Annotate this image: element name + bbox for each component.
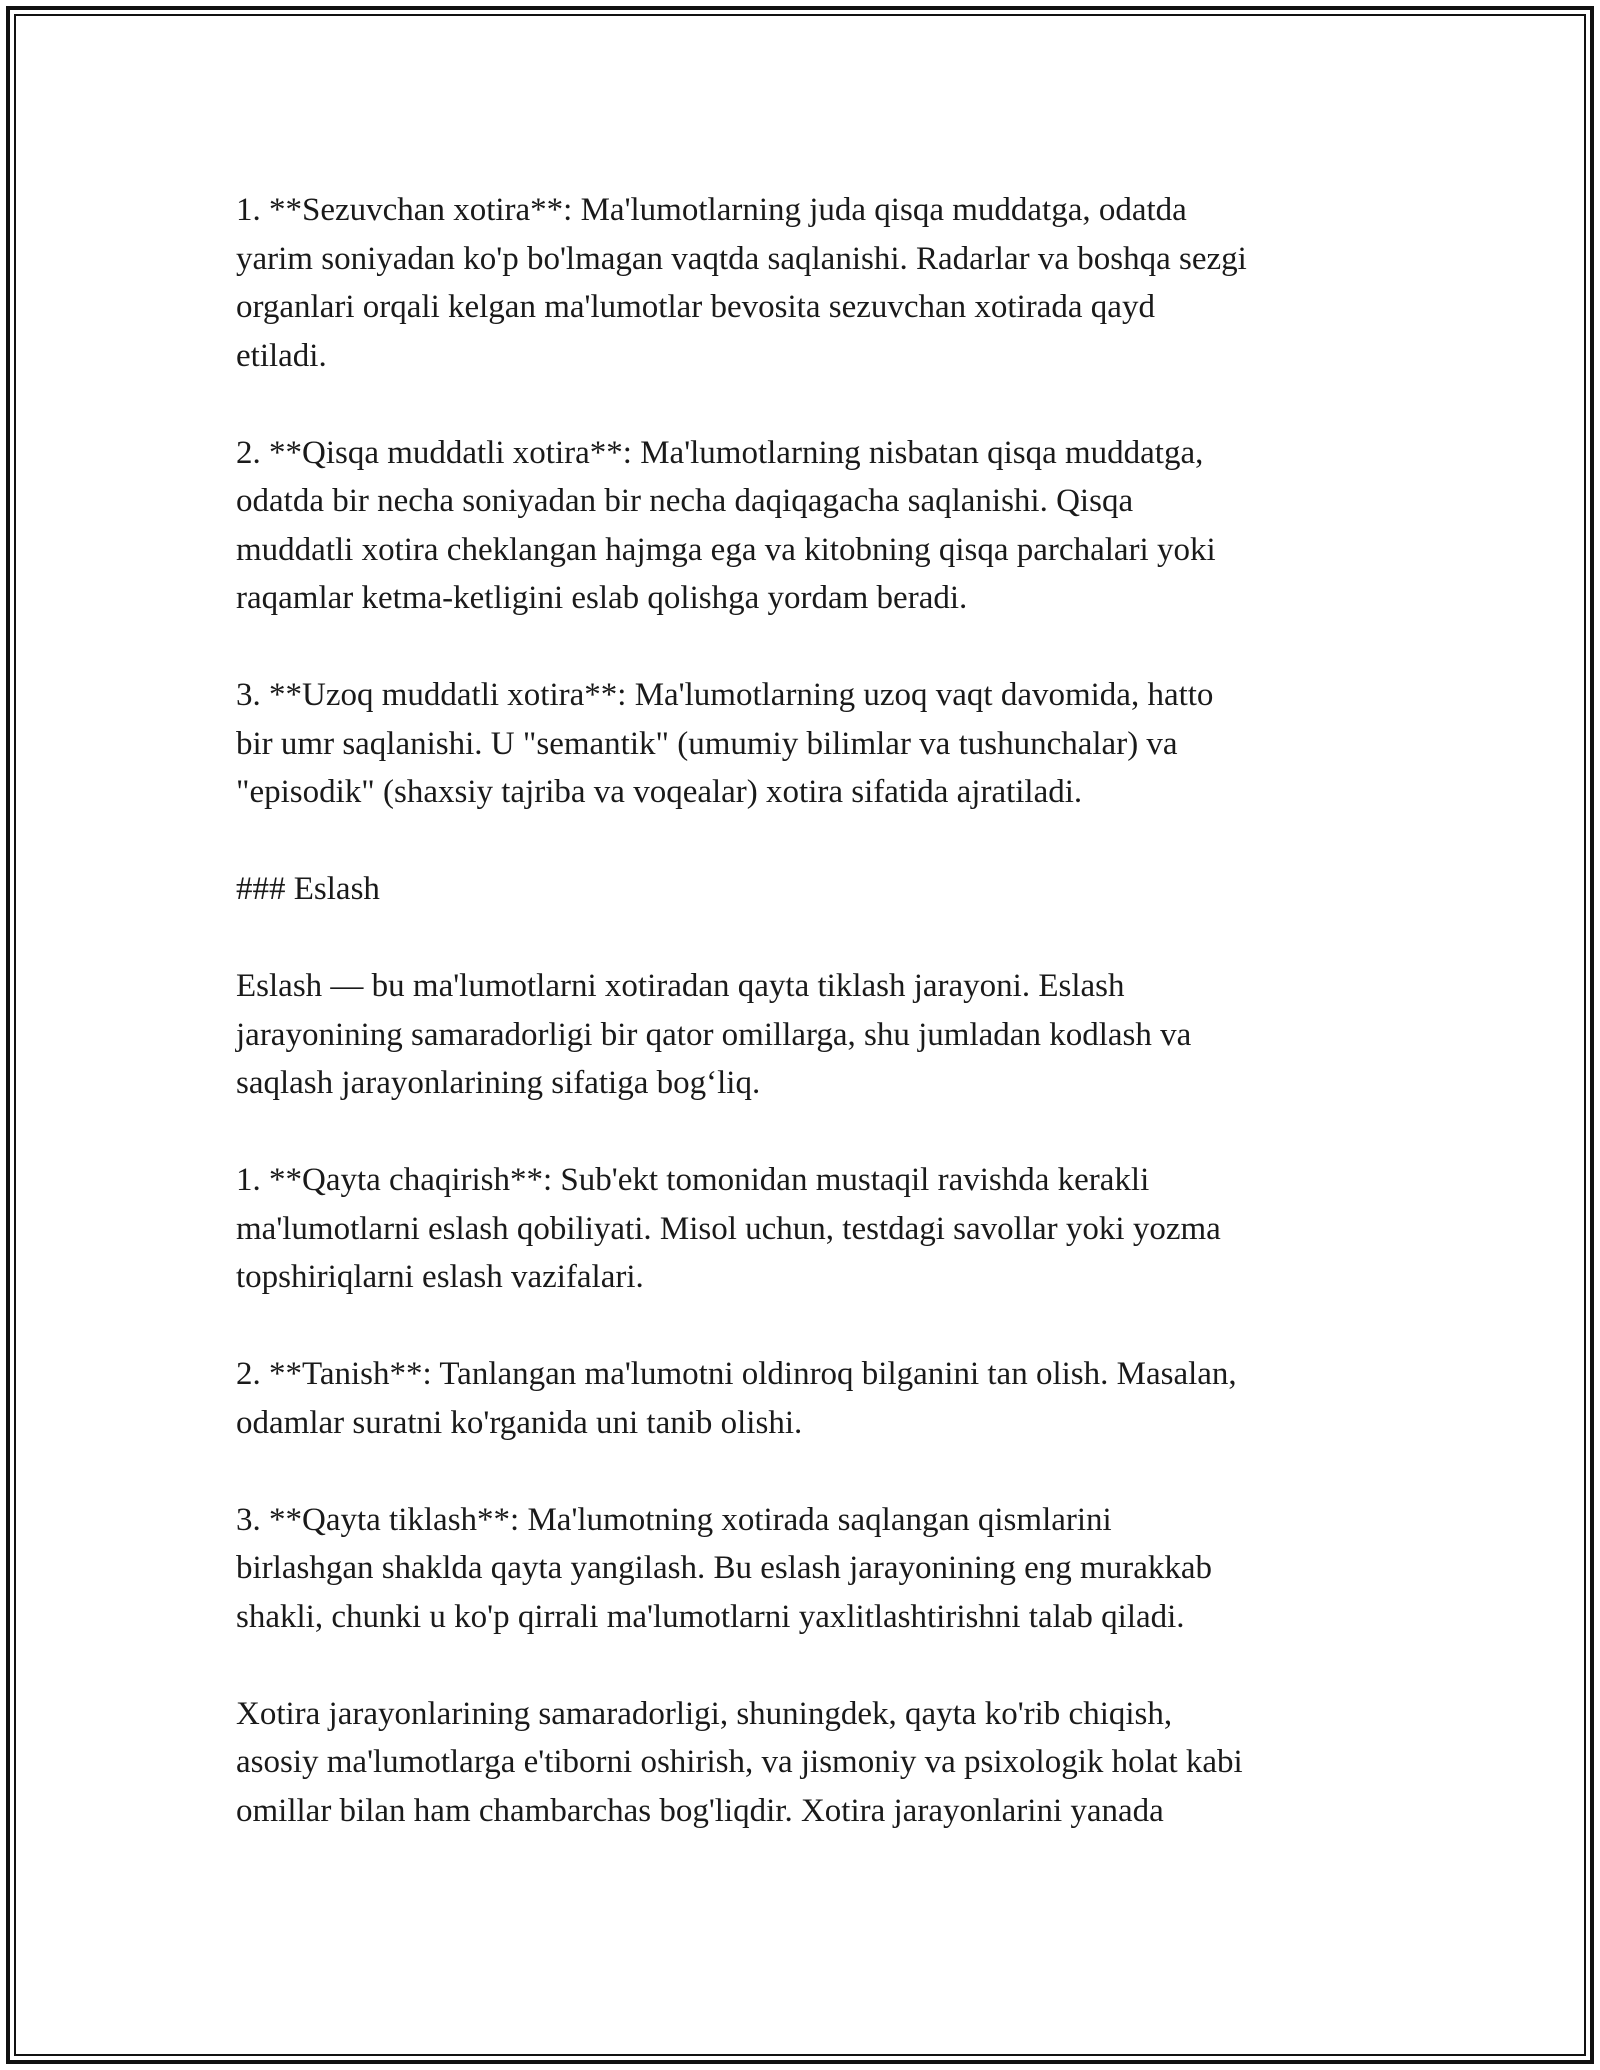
section-heading-eslash: ### Eslash xyxy=(236,871,380,907)
list-item-recall: 1. **Qayta chaqirish**: Sub'ekt tomonidan mustaqil ravishda kerakli ma'lumotlarni eslash qobiliyati. Misol uchun, testdagi savollar yoki yozma topshiriqlarni eslash vazifalari. xyxy=(236,1162,1221,1295)
list-item-sensory-memory: 1. **Sezuvchan xotira**: Ma'lumotlarning juda qisqa muddatga, odatda yarim soniyadan ko'p bo'lmagan vaqtda saqlanishi. Radarlar va boshqa sezgi organlari orqali kelgan ma'lumotlar bevosita sezuvchan xotirada qayd etiladi. xyxy=(236,192,1247,374)
paragraph-conclusion: Xotira jarayonlarining samaradorligi, shuningdek, qayta ko'rib chiqish, asosiy ma'lumotlarga e'tiborni oshirish, va jismoniy va psixologik holat kabi omillar bilan ham chambarchas bog'liqdir. Xotira jarayonlarini yanada xyxy=(236,1695,1243,1829)
list-item-reconstruction: 3. **Qayta tiklash**: Ma'lumotning xotirada saqlangan qismlarini birlashgan shaklda qayta yangilash. Bu eslash jarayonining eng murakkab shakli, chunki u ko'p qirrali ma'lumotlarni yaxlitlashtirishni talab qiladi. xyxy=(236,1501,1212,1635)
list-item-long-term-memory: 3. **Uzoq muddatli xotira**: Ma'lumotlarning uzoq vaqt davomida, hatto bir umr saqlanishi. U "semantik" (umumiy bilimlar va tushunchalar) va "episodik" (shaxsiy tajriba va voqealar) xotira sifatida ajratiladi. xyxy=(236,677,1214,810)
paragraph-eslash-intro: Eslash — bu ma'lumotlarni xotiradan qayta tiklash jarayoni. Eslash jarayonining samaradorligi bir qator omillarga, shu jumladan kodlash va saqlash jarayonlarining sifatiga bog‘liq. xyxy=(236,968,1192,1101)
document-body xyxy=(236,186,1386,1835)
list-item-short-term-memory: 2. **Qisqa muddatli xotira**: Ma'lumotlarning nisbatan qisqa muddatga, odatda bir necha soniyadan bir necha daqiqagacha saqlanishi. Qisqa muddatli xotira cheklangan hajmga ega va kitobning qisqa parchalari yoki raqamlar ketma-ketligini eslab qolishga yordam beradi. xyxy=(236,434,1216,616)
list-item-recognition: 2. **Tanish**: Tanlangan ma'lumotni oldinroq bilganini tan olish. Masalan, odamlar suratni ko'rganida uni tanib olishi. xyxy=(236,1356,1237,1441)
